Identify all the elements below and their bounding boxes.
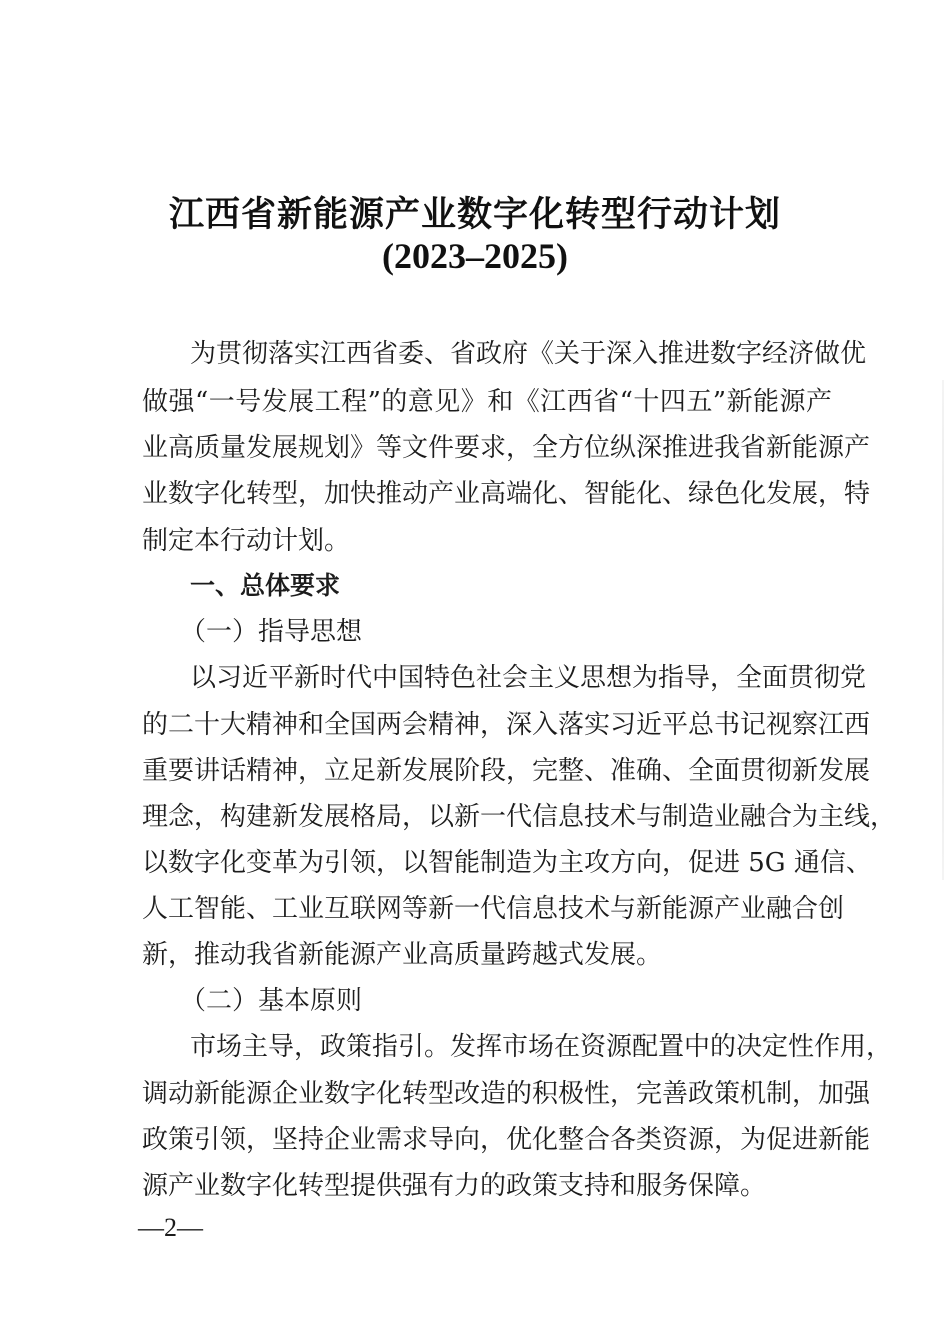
paragraph-2-line-5: 以数字化变革为引领，以智能制造为主攻方向，促进 5G 通信、 [142, 848, 872, 878]
paragraph-3-line-2: 调动新能源企业数字化转型改造的积极性，完善政策机制，加强 [142, 1079, 871, 1109]
paragraph-2-line-3: 重要讲话精神，立足新发展阶段，完整、准确、全面贯彻新发展 [142, 756, 871, 786]
section-heading-1: 一、总体要求 [190, 571, 341, 600]
document-subtitle: (2023–2025) [382, 236, 568, 276]
scan-edge-shadow [942, 380, 944, 880]
paragraph-1-line-4: 业数字化转型，加快推动产业高端化、智能化、绿色化发展，特 [142, 479, 871, 509]
paragraph-3-line-4: 源产业数字化转型提供强有力的政策支持和服务保障。 [142, 1171, 767, 1201]
paragraph-2-line-1: 以习近平新时代中国特色社会主义思想为指导，全面贯彻党 [190, 663, 867, 693]
paragraph-3-line-1: 市场主导，政策指引。发挥市场在资源配置中的决定性作用， [190, 1032, 893, 1062]
paragraph-2-line-2: 的二十大精神和全国两会精神，深入落实习近平总书记视察江西 [142, 710, 871, 740]
paragraph-1-line-2: 做强“一号发展工程”的意见》和《江西省“十四五”新能源产 [142, 387, 832, 417]
document-title: 江西省新能源产业数字化转型行动计划 [168, 195, 781, 235]
paragraph-3-line-3: 政策引领，坚持企业需求导向，优化整合各类资源，为促进新能 [142, 1125, 871, 1155]
paragraph-2-line-6: 人工智能、工业互联网等新一代信息技术与新能源产业融合创 [142, 894, 845, 924]
paragraph-1-line-3: 业高质量发展规划》等文件要求，全方位纵深推进我省新能源产 [142, 433, 871, 463]
page-number: —2— [138, 1213, 203, 1242]
subsection-heading-1: （一）指导思想 [180, 617, 363, 647]
paragraph-1-line-1: 为贯彻落实江西省委、省政府《关于深入推进数字经济做优 [190, 339, 867, 369]
subsection-heading-2: （二）基本原则 [180, 986, 363, 1016]
paragraph-1-line-5: 制定本行动计划。 [142, 526, 351, 556]
paragraph-2-line-4: 理念，构建新发展格局，以新一代信息技术与制造业融合为主线， [142, 802, 897, 832]
paragraph-2-line-7: 新，推动我省新能源产业高质量跨越式发展。 [142, 940, 663, 970]
